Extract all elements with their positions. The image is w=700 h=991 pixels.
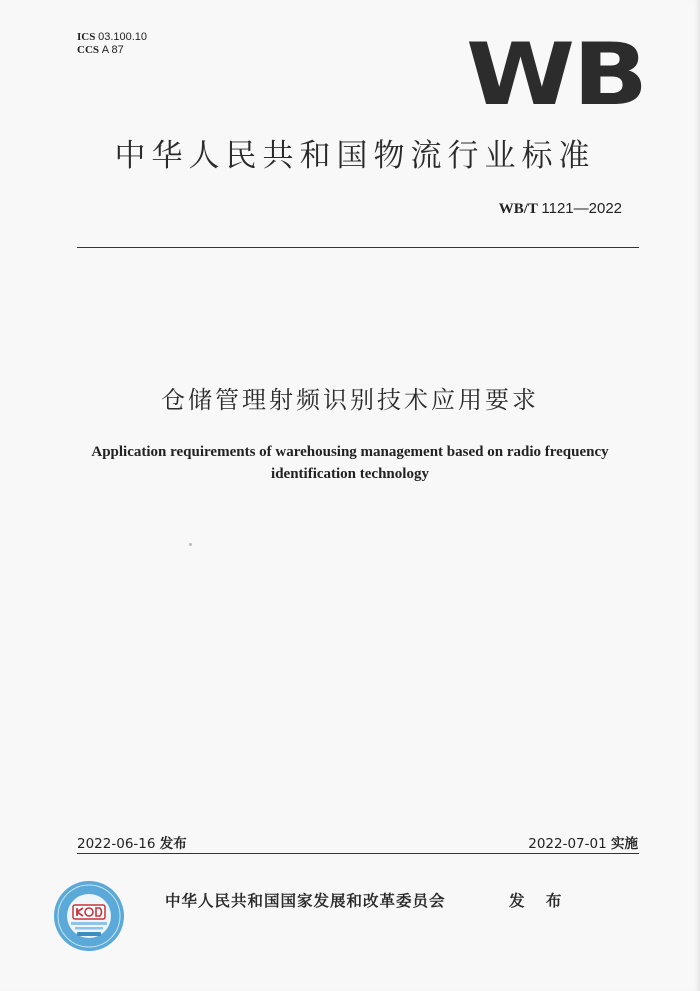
top-divider: [77, 247, 639, 248]
standard-code-prefix: WB/T: [498, 201, 538, 217]
implement-date-line: [528, 832, 638, 852]
classification-codes: [77, 31, 147, 57]
issue-label: 发布: [159, 836, 187, 852]
publish-word: 发 布: [509, 892, 570, 910]
bottom-divider: [77, 853, 639, 854]
ccs-label: CCS: [77, 44, 100, 56]
publisher-name: 中华人民共和国国家发展和改革委员会: [165, 892, 446, 910]
standard-code-number: 1121—2022: [541, 200, 622, 217]
implement-label: 实施: [611, 836, 638, 852]
wb-logo: WB: [466, 25, 646, 125]
standard-code: [499, 200, 622, 218]
scan-speck: [189, 543, 192, 546]
document-title-english: Application requirements of warehousing management based on radio frequency identification technology: [91, 444, 609, 482]
implement-date: 2022-07-01: [528, 836, 607, 852]
ccs-code: [77, 44, 147, 57]
ics-label: ICS: [77, 31, 96, 43]
document-title-chinese: 仓储管理射频识别技术应用要求: [161, 386, 539, 414]
ics-value: 03.100.10: [98, 31, 148, 43]
ccs-value: A 87: [101, 44, 124, 56]
standard-category-title: 中华人民共和国物流行业标准: [114, 138, 596, 174]
issue-date-line: [77, 832, 187, 852]
ics-code: [77, 31, 147, 44]
anti-counterfeit-seal-icon: [53, 880, 125, 952]
issue-date: 2022-06-16: [77, 836, 156, 852]
